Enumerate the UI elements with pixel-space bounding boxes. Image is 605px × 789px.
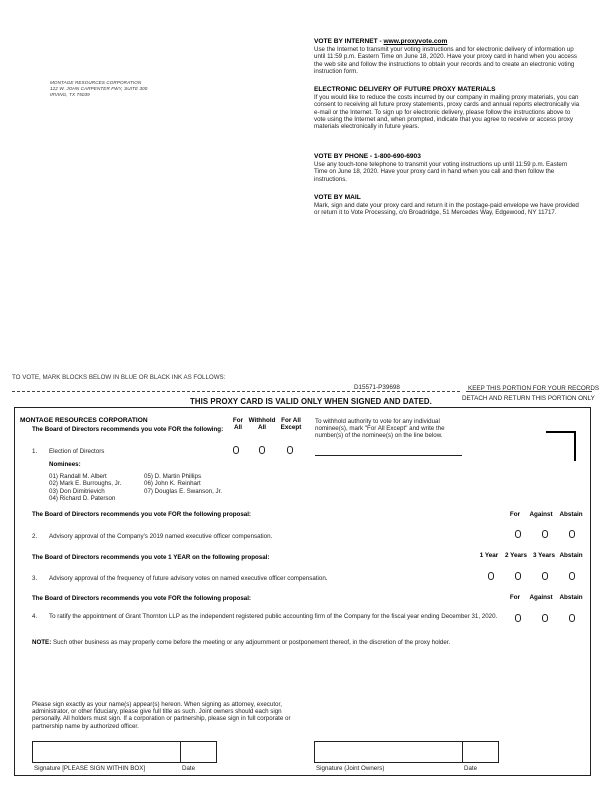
vote-by-internet-title: VOTE BY INTERNET - www.proxyvote.com [314, 38, 448, 45]
item3-text: Advisory approval of the frequency of future advisory votes on named executive officer compensation. [49, 575, 328, 582]
item2-against-circle[interactable] [542, 530, 548, 538]
nominee: 02) Mark E. Burroughs, Jr. [49, 480, 122, 488]
withhold-all-header: Withhold All [248, 417, 276, 431]
ink-instruction: TO VOTE, MARK BLOCKS BELOW IN BLUE OR BLACK INK AS FOLLOWS: [12, 374, 226, 381]
perforation-line [12, 391, 460, 392]
item1-for-all-circle[interactable] [233, 446, 239, 454]
control-number: D15571-P39698 [354, 384, 400, 391]
except-number-line[interactable] [315, 455, 462, 456]
item3-abstain-header: Abstain [559, 552, 583, 559]
item4-for-circle[interactable] [515, 614, 521, 622]
board-recommendation-1: The Board of Directors recommends you vote FOR the following: [32, 426, 224, 433]
valid-notice: THIS PROXY CARD IS VALID ONLY WHEN SIGNED AND DATED. [190, 397, 432, 406]
item4-number: 4. [32, 613, 38, 620]
nominee: 06) John K. Reinhart [144, 480, 201, 488]
nominee: 03) Don Dimitrievich [49, 487, 105, 495]
item4-abstain-circle[interactable] [569, 614, 575, 622]
item2-text: Advisory approval of the Company's 2019 named executive officer compensation. [49, 533, 273, 540]
board-recommendation-2: The Board of Directors recommends you vote FOR the following proposal: [32, 511, 251, 518]
nominee: 07) Douglas E. Swanson, Jr. [144, 487, 223, 495]
signature-label: Signature [PLEASE SIGN WITHIN BOX] [34, 765, 146, 772]
nominee: 01) Randall M. Albert [49, 473, 107, 480]
sender-address [50, 80, 147, 99]
item4-against-circle[interactable] [542, 614, 548, 622]
item2-for-circle[interactable] [515, 530, 521, 538]
item3-abstain-circle[interactable] [569, 572, 575, 580]
withhold-instruction: To withhold authority to vote for any individual nominee(s), mark "For All Except" and write the number(s) of the nominee(s) on the line below. [315, 418, 445, 440]
registration-mark [546, 431, 576, 461]
detach-portion-label: DETACH AND RETURN THIS PORTION ONLY [462, 395, 595, 402]
vote-by-mail-body: Mark, sign and date your proxy card and return it in the postage-paid envelope we have provided or return it to Vote Processing, c/o Broadridge, 51 Mercedes Way, Edgewood, NY 11717. [314, 202, 579, 217]
keep-portion-rule [466, 391, 592, 392]
electronic-delivery-title: ELECTRONIC DELIVERY OF FUTURE PROXY MATERIALS [314, 86, 496, 93]
date-box[interactable] [180, 741, 217, 763]
vote-by-mail-section [314, 194, 581, 217]
sender-name: MONTAGE RESOURCES CORPORATION [50, 80, 142, 85]
nominee: 04) Richard D. Paterson [49, 494, 116, 502]
item1-withhold-all-circle[interactable] [259, 446, 265, 454]
vote-by-internet-body: Use the Internet to transmit your voting instructions and for electronic delivery of information up until 11:59 p.m. Eastern Time on June 18, 2020. Have your proxy card in hand when you access the web site and follow the instructions to obtain your records and to create an electronic voting instruction form. [314, 46, 578, 75]
proxyvote-link[interactable]: www.proxyvote.com [383, 38, 448, 45]
vote-by-phone-title: VOTE BY PHONE - 1-800-690-6903 [314, 153, 421, 160]
joint-signature-box[interactable] [314, 741, 463, 763]
date-label: Date [182, 765, 196, 772]
vote-by-phone-body: Use any touch-tone telephone to transmit your voting instructions up until 11:59 p.m. Eastern Time on June 18, 2020. Have your proxy card in hand when you call and then follow the instructions. [314, 161, 568, 183]
item1-number: 1. [32, 448, 38, 455]
for-all-except-header: For All Except [280, 417, 302, 431]
proxy-card [14, 407, 591, 776]
item2-number: 2. [32, 533, 38, 540]
vote-by-mail-title: VOTE BY MAIL [314, 194, 361, 201]
signature-box[interactable] [32, 741, 181, 763]
note-text: Such other business as may properly come before the meeting or any adjournment or postponement thereof, in the discretion of the proxy holder. [52, 639, 451, 646]
item4-text: To ratify the appointment of Grant Thornton LLP as the independent registered public accounting firm of the Company for the fiscal year ending December 31, 2020. [49, 613, 498, 620]
vote-by-phone-section [314, 153, 581, 183]
board-recommendation-4: The Board of Directors recommends you vote FOR the following proposal: [32, 595, 251, 602]
item3-1year-circle[interactable] [488, 572, 494, 580]
item4-abstain-header: Abstain [559, 594, 583, 601]
joint-date-label: Date [464, 765, 478, 772]
item2-abstain-header: Abstain [559, 511, 583, 518]
sender-address-line1: 122 W. JOHN CARPENTER FWY, SUITE 300 [50, 86, 148, 92]
sender-address-line2: IRVING, TX 75039 [50, 92, 90, 98]
item3-2years-circle[interactable] [515, 572, 521, 580]
item3-2years-header: 2 Years [505, 552, 527, 559]
joint-date-box[interactable] [462, 741, 499, 763]
board-recommendation-3: The Board of Directors recommends you vote 1 YEAR on the following proposal: [32, 554, 270, 561]
electronic-delivery-body: If you would like to reduce the costs incurred by our company in mailing proxy materials, you can consent to receiving all future proxy statements, proxy cards and annual reports electronically via e-mail or the Internet. To sign up for electronic delivery, please follow the instructions above to vote using the Internet and, when prompted, indicate that you agree to receive or access proxy materials electronically in future years. [314, 94, 580, 131]
item4-against-header: Against [529, 594, 553, 601]
item3-3years-circle[interactable] [542, 572, 548, 580]
keep-portion-label: KEEP THIS PORTION FOR YOUR RECORDS [468, 385, 600, 392]
sign-instruction: Please sign exactly as your name(s) appear(s) hereon. When signing as attorney, executor, administrator, or other fiduciary, please give full title as such. Joint owners should each sign personally. All holders must sign. If a corporation or partnership, please sign in full corporate or partnership name by authorized officer. [32, 701, 291, 730]
item1-for-all-except-circle[interactable] [287, 446, 293, 454]
note-label: NOTE: [32, 639, 52, 646]
item4-for-header: For [509, 594, 521, 601]
item3-number: 3. [32, 575, 38, 582]
nominee: 05) D. Martin Phillips [144, 473, 202, 480]
item3-1year-header: 1 Year [479, 552, 499, 559]
item2-against-header: Against [529, 511, 553, 518]
for-all-header: For All [232, 417, 244, 431]
item3-3years-header: 3 Years [533, 552, 555, 559]
company-name: MONTAGE RESOURCES CORPORATION [20, 417, 148, 424]
nominees-right-list [144, 473, 222, 495]
nominees-left-list [49, 473, 121, 502]
item2-for-header: For [509, 511, 521, 518]
vote-by-internet-section [314, 38, 581, 75]
item1-text: Election of Directors [49, 448, 105, 455]
item2-abstain-circle[interactable] [569, 530, 575, 538]
electronic-delivery-section [314, 86, 581, 130]
nominees-title: Nominees: [49, 461, 81, 468]
note [32, 639, 450, 646]
joint-signature-label: Signature (Joint Owners) [316, 765, 385, 772]
